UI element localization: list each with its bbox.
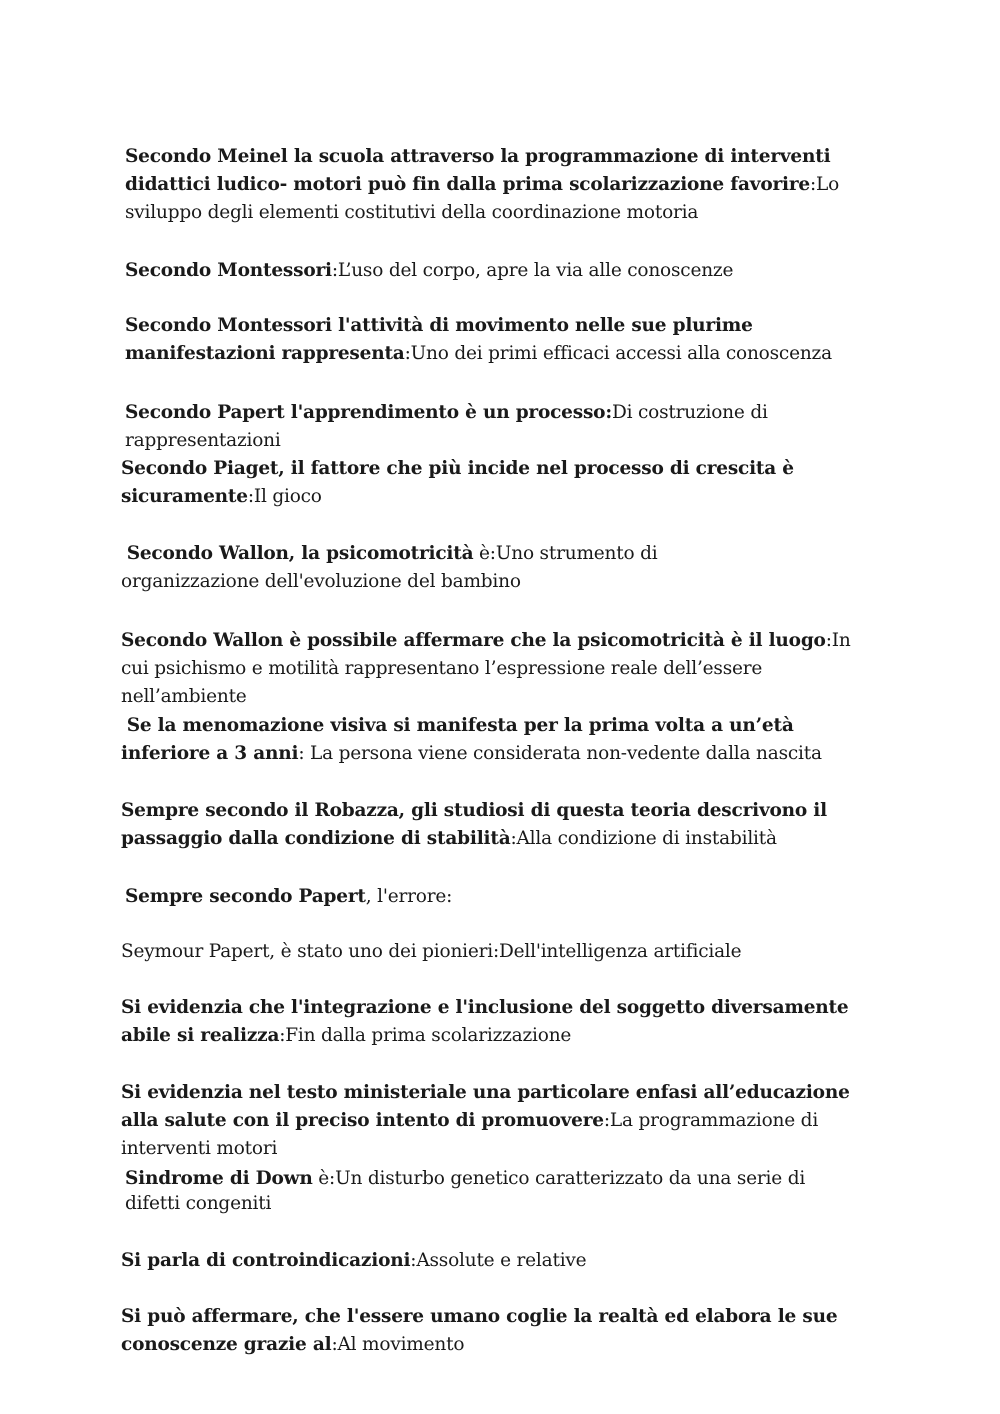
qa-entry — [125, 399, 905, 455]
answer-text: è:Uno strumento di organizzazione dell'evoluzione del bambino — [121, 543, 658, 592]
qa-entry — [121, 627, 881, 711]
question-text: Secondo Meinel la scuola attraverso la programmazione di interventi didattici ludico- motori può fin dalla prima scolarizzazione favorire — [125, 146, 831, 195]
qa-entry — [121, 1303, 881, 1359]
answer-text: :Assolute e relative — [410, 1250, 587, 1271]
qa-entry — [125, 143, 885, 227]
answer-text: :Il gioco — [247, 486, 322, 507]
answer-text: è:Un disturbo genetico caratterizzato da una serie di difetti congeniti — [125, 1168, 806, 1214]
qa-entry — [121, 1079, 881, 1163]
question-text: Si parla di controindicazioni — [121, 1250, 411, 1271]
question-text: Se la menomazione visiva si manifesta per la prima volta a un’età inferiore a 3 anni — [121, 715, 794, 764]
qa-entry — [121, 1247, 881, 1275]
question-text: Secondo Montessori l'attività di movimento nelle sue plurime manifestazioni rappresenta — [125, 315, 753, 364]
answer-text: :Al movimento — [331, 1334, 465, 1355]
qa-entry — [125, 883, 885, 911]
qa-entry — [121, 712, 881, 768]
answer-text: :Uno dei primi efficaci accessi alla conoscenza — [404, 343, 832, 364]
answer-text: :Fin dalla prima scolarizzazione — [279, 1025, 572, 1046]
question-text: Si può affermare, che l'essere umano coglie la realtà ed elabora le sue conoscenze grazie al — [121, 1306, 838, 1355]
question-text: Si evidenzia nel testo ministeriale una particolare enfasi all’educazione alla salute con il preciso intento di promuovere — [121, 1082, 850, 1131]
answer-text: :Alla condizione di instabilità — [510, 828, 777, 849]
answer-text: , l'errore: — [365, 886, 453, 907]
answer-text: Di costruzione di rappresentazioni — [125, 402, 768, 451]
qa-entry — [121, 455, 881, 511]
answer-text: : La persona viene considerata non-vedente dalla nascita — [298, 743, 822, 764]
qa-entry — [125, 257, 885, 285]
qa-entry — [121, 938, 881, 966]
qa-entry — [121, 797, 881, 853]
answer-text: :In cui psichismo e motilità rappresentano l’espressione reale dell’essere nell’ambiente — [121, 630, 851, 707]
question-text: Sempre secondo Papert — [125, 886, 366, 907]
qa-entry — [125, 312, 885, 368]
question-text: Secondo Montessori — [125, 260, 332, 281]
question-text: Secondo Wallon è possibile affermare che la psicomotricità è il luogo — [121, 630, 826, 651]
qa-entry — [125, 1166, 845, 1216]
question-text: Secondo Piaget, il fattore che più incide nel processo di crescita è sicuramente — [121, 458, 794, 507]
answer-text: Seymour Papert, è stato uno dei pionieri:Dell'intelligenza artificiale — [121, 941, 742, 962]
answer-text: :Lo sviluppo degli elementi costitutivi della coordinazione motoria — [125, 174, 840, 223]
question-text: Secondo Wallon, la psicomotricità — [126, 543, 474, 564]
qa-entry — [121, 994, 881, 1050]
answer-text: :La programmazione di interventi motori — [121, 1110, 819, 1159]
qa-entry — [121, 540, 771, 596]
question-text: Sempre secondo il Robazza, gli studiosi di questa teoria descrivono il passaggio dalla condizione di stabilità — [121, 800, 827, 849]
question-text: Si evidenzia che l'integrazione e l'inclusione del soggetto diversamente abile si realizza — [121, 997, 849, 1046]
question-text: Secondo Papert l'apprendimento è un processo: — [125, 402, 612, 423]
question-text: Sindrome di Down — [125, 1168, 313, 1189]
answer-text: :L’uso del corpo, apre la via alle conoscenze — [331, 260, 734, 281]
